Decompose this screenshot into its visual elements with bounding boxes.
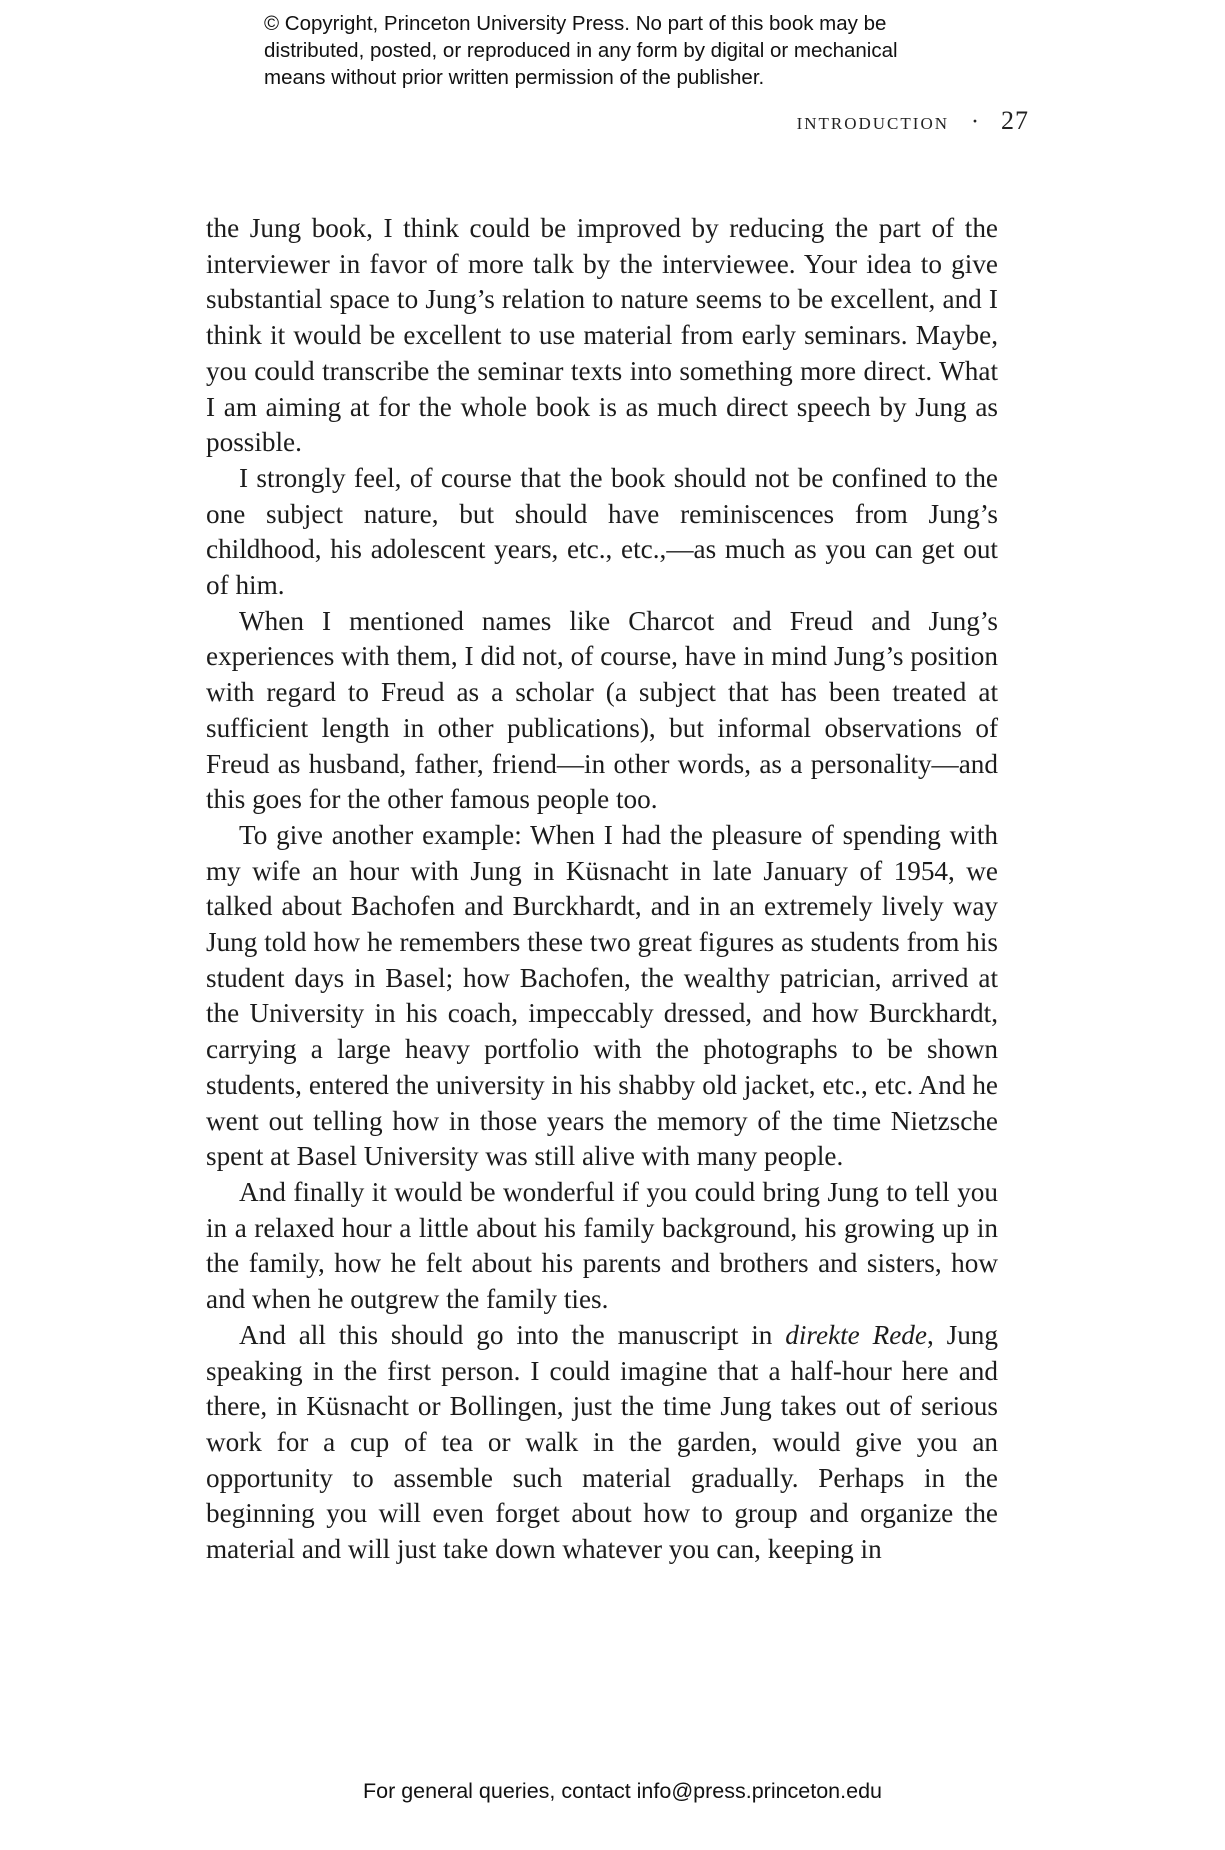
paragraph-text: And all this should go into the manuscript in — [239, 1319, 786, 1350]
running-head-separator: · — [971, 109, 979, 135]
footer-text: For general queries, contact info@press.princeton.edu — [362, 1779, 882, 1803]
body-text — [206, 211, 998, 1568]
running-head-section: introduction — [796, 109, 949, 135]
paragraph: When I mentioned names like Charcot and Freud and Jung’s experiences with them, I did not, of course, have in mind Jung’s position with regard to Freud as a scholar (a subject that has been treated at sufficient length in other publications), but informal observations of Freud as husband, father, friend—in other words, as a personality—and this goes for the other famous people too. — [206, 605, 998, 815]
footer-contact — [0, 1779, 1225, 1804]
paragraph-text: , Jung speaking in the first person. I could imagine that a half-hour here and there, in Küsnacht or Bollingen, just the time Jung takes out of serious work for a cup of tea or walk in the garden, would give you an opportunity to assemble such material gradually. Perhaps in the beginning you will even forget about how to group and organize the material and will just take down whatever you can, keeping in — [206, 1319, 998, 1565]
copyright-line: © Copyright, Princeton University Press. No part of this book may be — [264, 12, 887, 35]
running-head — [797, 106, 1029, 136]
italic-phrase: direkte Rede — [785, 1319, 927, 1350]
copyright-line: distributed, posted, or reproduced in any form by digital or mechanical — [264, 39, 898, 62]
paragraph: To give another example: When I had the pleasure of spending with my wife an hour with Jung in Küsnacht in late January of 1954, we talked about Bachofen and Burckhardt, and in an extremely lively way Jung told how he remembers these two great figures as students from his student days in Basel; how Bachofen, the wealthy patrician, arrived at the University in his coach, impeccably dressed, and how Burckhardt, carrying a large heavy portfolio with the photographs to be shown students, entered the university in his shabby old jacket, etc., etc. And he went out telling how in those years the memory of the time Nietzsche spent at Basel University was still alive with many people. — [206, 819, 998, 1172]
paragraph: the Jung book, I think could be improved by reducing the part of the interviewer in favor of more talk by the interviewee. Your idea to give substantial space to Jung’s relation to nature seems to be excellent, and I think it would be excellent to use material from early seminars. Maybe, you could transcribe the seminar texts into something more direct. What I am aiming at for the whole book is as much direct speech by Jung as possible. — [206, 213, 998, 458]
page-number: 27 — [1001, 106, 1029, 135]
paragraph: And finally it would be wonderful if you could bring Jung to tell you in a relaxed hour a little about his family background, his growing up in the family, how he felt about his parents and brothers and sisters, how and when he outgrew the family ties. — [206, 1176, 998, 1315]
paragraph: I strongly feel, of course that the book should not be confined to the one subject nature, but should have reminiscences from Jung’s childhood, his adolescent years, etc., etc.,—as much as you can get out of him. — [206, 462, 998, 601]
copyright-line: means without prior written permission of the publisher. — [264, 66, 765, 89]
copyright-notice — [264, 10, 984, 91]
paragraph — [206, 1318, 998, 1568]
